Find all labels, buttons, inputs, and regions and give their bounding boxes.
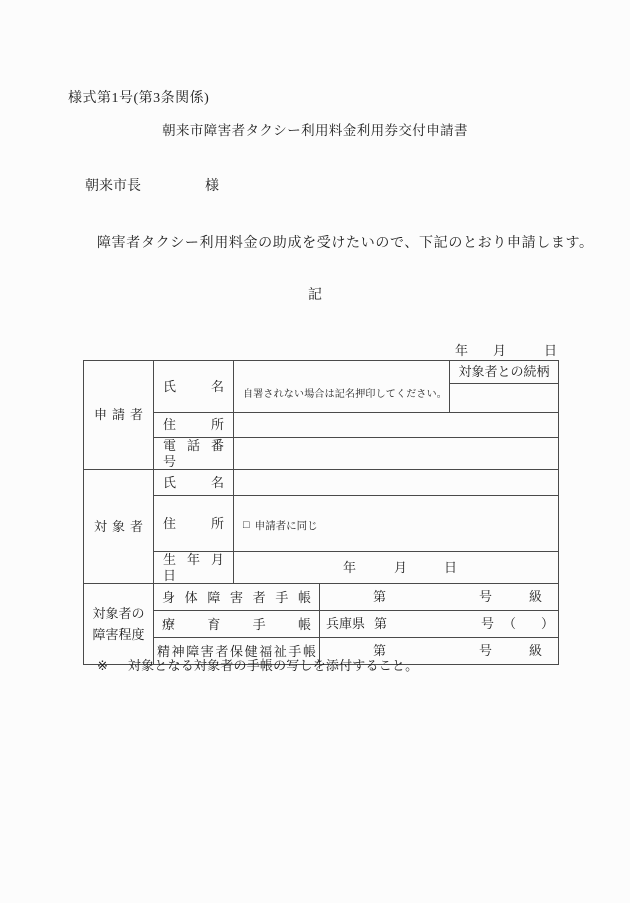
relationship-header: 対象者との続柄 (450, 361, 559, 384)
subject-name-field (234, 470, 559, 496)
subject-address-field (234, 496, 559, 552)
subject-birthdate-label: 生 年 月 日 (154, 552, 234, 584)
application-table (83, 360, 559, 665)
signature-note: 自署されない場合は記名押印してください。 (243, 389, 447, 400)
physical-handbook-label: 身 体 障 害 者 手 帳 (154, 584, 320, 611)
subject-address-label: 住 所 (154, 496, 234, 552)
applicant-group-label: 申 請 者 (84, 361, 154, 470)
same-as-applicant-label: 申請者に同じ (254, 520, 318, 532)
rehab-no-prefix: 第 (374, 616, 388, 632)
applicant-phone-field (234, 438, 559, 470)
date-day-label: 日 (544, 343, 558, 358)
relationship-field (450, 384, 559, 413)
footnote-text: 対象となる対象者の手帳の写しを添付すること。 (127, 658, 419, 673)
applicant-address-field (234, 413, 559, 438)
date-month-label: 月 (493, 343, 507, 358)
addressee: 朝来市長 (85, 179, 141, 194)
mental-handbook-label: 精神障害者保健福祉手帳 (154, 638, 320, 665)
addressee-line (85, 175, 219, 195)
rehab-paren-open: （ (503, 616, 517, 632)
disability-group-label (84, 584, 154, 665)
addressee-honorific: 様 (205, 179, 219, 194)
same-as-applicant-option (243, 520, 558, 534)
applicant-name-field (234, 361, 450, 413)
date-year-label: 年 (455, 343, 469, 358)
disability-group-label-line1: 対象者の (92, 606, 145, 622)
checkbox-icon: □ (243, 518, 250, 531)
physical-handbook-field (320, 584, 559, 611)
applicant-address-label: 住 所 (154, 413, 234, 438)
disability-group-label-line2: 障害程度 (92, 627, 145, 643)
applicant-name-label: 氏 名 (154, 361, 234, 413)
rehab-prefecture-label: 兵庫県 (326, 616, 366, 632)
physical-no-suffix: 号 (479, 589, 493, 605)
physical-no-prefix: 第 (373, 589, 387, 605)
subject-name-label: 氏 名 (154, 470, 234, 496)
rehab-handbook-field (320, 611, 559, 638)
body-text: 障害者タクシー利用料金の助成を受けたいので、下記のとおり申請します。 (97, 236, 594, 251)
mental-grade-label: 級 (529, 643, 543, 659)
birthdate-year-label: 年 (343, 559, 357, 575)
footnote-marker: ※ (97, 658, 108, 673)
subject-group-label: 対 象 者 (84, 470, 154, 584)
physical-grade-label: 級 (529, 589, 543, 605)
date-line (455, 340, 557, 359)
birthdate-day-label: 日 (444, 559, 458, 575)
rehab-paren-close: ） (541, 616, 555, 632)
birthdate-month-label: 月 (394, 559, 408, 575)
applicant-phone-label: 電 話 番 号 (154, 438, 234, 470)
document-title: 朝来市障害者タクシー利用料金利用券交付申請書 (162, 123, 468, 138)
mental-no-suffix: 号 (479, 643, 493, 659)
rehab-handbook-label: 療 育 手 帳 (154, 611, 320, 638)
mental-no-prefix: 第 (373, 643, 387, 659)
footnote (97, 655, 418, 674)
form-number: 様式第1号(第3条関係) (68, 91, 210, 106)
subject-birthdate-field (234, 552, 559, 584)
rehab-no-suffix: 号 (481, 616, 495, 632)
section-marker: 記 (308, 288, 322, 303)
